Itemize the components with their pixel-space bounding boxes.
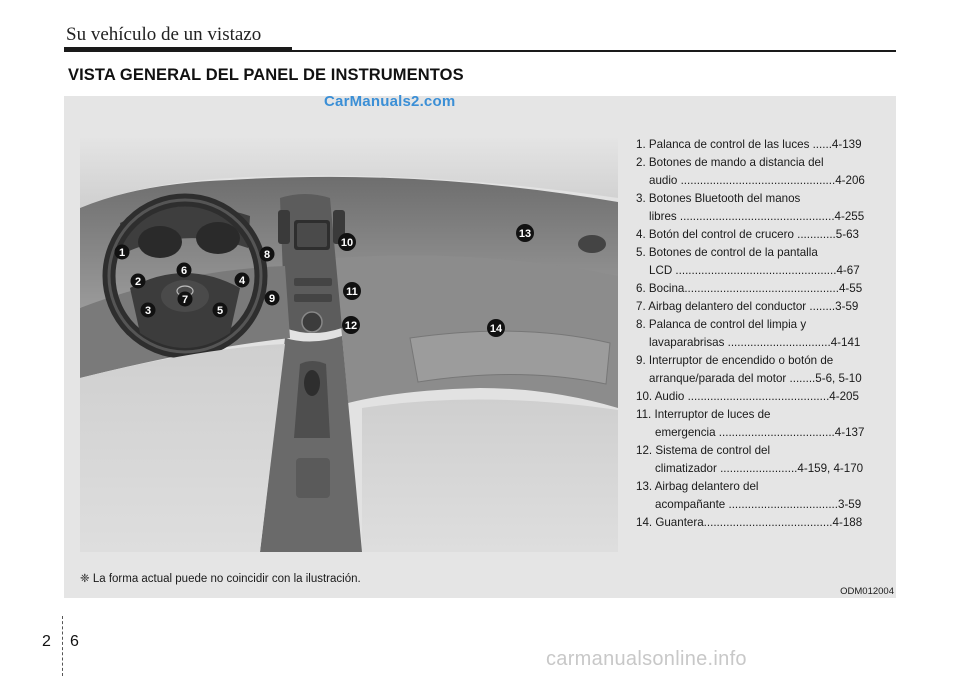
callout-item-5 <box>636 244 888 280</box>
callout-list <box>636 136 888 532</box>
callout-line: 6. Bocina................................................4-55 <box>636 282 863 295</box>
marker-3 <box>141 303 156 318</box>
chapter-number: 2 <box>42 633 51 650</box>
svg-text:9: 9 <box>268 293 276 305</box>
marker-13 <box>516 224 534 242</box>
section-title: VISTA GENERAL DEL PANEL DE INSTRUMENTOS <box>68 66 464 84</box>
vent-center-left <box>278 210 290 244</box>
callout-item-9 <box>636 352 888 388</box>
marker-9 <box>265 291 280 306</box>
svg-text:3: 3 <box>144 305 152 317</box>
callout-item-11 <box>636 406 888 442</box>
svg-text:13: 13 <box>518 228 532 240</box>
callout-item-10 <box>636 388 888 406</box>
callout-line: acompañante ..................................3-59 <box>655 498 862 511</box>
callout-line: lavaparabrisas ................................4-141 <box>649 336 861 349</box>
svg-text:12: 12 <box>344 320 358 332</box>
marker-12 <box>342 316 360 334</box>
svg-text:4: 4 <box>238 275 246 287</box>
svg-text:10: 10 <box>340 237 354 249</box>
marker-10 <box>338 233 356 251</box>
callout-item-7 <box>636 298 888 316</box>
callout-line: audio ................................................4-206 <box>649 174 865 187</box>
gear-knob <box>304 370 320 396</box>
callout-line: climatizador ........................4-159, 4-170 <box>655 462 864 475</box>
callout-line: 13. Airbag delantero del <box>636 480 759 493</box>
svg-text:8: 8 <box>263 249 271 261</box>
callout-line: 7. Airbag delantero del conductor ........3-59 <box>636 300 859 313</box>
callout-line: 2. Botones de mando a distancia del <box>636 156 824 169</box>
climate-knob <box>302 312 322 332</box>
image-code: ODM012004 <box>840 586 894 597</box>
callout-line: 8. Palanca de control del limpia y <box>636 318 807 331</box>
callout-item-13 <box>636 478 888 514</box>
page-number-divider <box>62 616 63 676</box>
callout-line: 14. Guantera........................................4-188 <box>636 516 863 529</box>
callout-line: 11. Interruptor de luces de <box>636 408 771 421</box>
svg-text:7: 7 <box>181 294 189 306</box>
marker-5 <box>213 303 228 318</box>
floor-driver <box>80 344 285 552</box>
callout-line: 5. Botones de control de la pantalla <box>636 246 818 259</box>
callout-line: 3. Botones Bluetooth del manos <box>636 192 801 205</box>
page-number: 6 <box>70 633 79 650</box>
svg-text:14: 14 <box>489 323 503 335</box>
vent-right <box>578 235 606 253</box>
svg-text:2: 2 <box>134 276 142 288</box>
running-header: Su vehículo de un vistazo <box>66 24 262 45</box>
watermark-logo: CarManuals2.com <box>324 93 456 110</box>
callout-item-2 <box>636 154 888 190</box>
callout-line: LCD ..................................................4-67 <box>649 264 860 277</box>
callout-line: 12. Sistema de control del <box>636 444 771 457</box>
callout-line: 4. Botón del control de crucero ............5-63 <box>636 228 859 241</box>
dashboard-illustration <box>80 138 618 552</box>
marker-1 <box>115 245 130 260</box>
marker-4 <box>235 273 250 288</box>
callout-line: arranque/parada del motor ........5-6, 5-10 <box>649 372 862 385</box>
marker-11 <box>343 282 361 300</box>
callout-item-12 <box>636 442 888 478</box>
svg-text:1: 1 <box>118 247 126 259</box>
svg-text:6: 6 <box>180 265 188 277</box>
marker-6 <box>177 263 192 278</box>
marker-2 <box>131 274 146 289</box>
callout-item-14 <box>636 514 888 532</box>
callout-line: 1. Palanca de control de las luces ......4-139 <box>636 138 862 151</box>
floor-passenger <box>362 399 618 552</box>
callout-line: emergencia ....................................4-137 <box>655 426 865 439</box>
callout-item-4 <box>636 226 888 244</box>
header-rule-thick <box>64 47 292 52</box>
watermark-footer: carmanualsonline.info <box>546 648 747 670</box>
svg-text:11: 11 <box>346 286 358 298</box>
callout-line: 9. Interruptor de encendido o botón de <box>636 354 834 367</box>
header-rule-thin <box>292 50 896 52</box>
marker-14 <box>487 319 505 337</box>
callout-item-8 <box>636 316 888 352</box>
callout-item-1 <box>636 136 888 154</box>
callout-line: 10. Audio ............................................4-205 <box>636 390 859 403</box>
marker-7 <box>178 292 193 307</box>
svg-text:5: 5 <box>216 305 224 317</box>
marker-8 <box>260 247 275 262</box>
illustration-footnote: ❈ La forma actual puede no coincidir con la ilustración. <box>80 573 361 585</box>
callout-line: libres ................................................4-255 <box>649 210 865 223</box>
callout-item-6 <box>636 280 888 298</box>
callout-item-3 <box>636 190 888 226</box>
